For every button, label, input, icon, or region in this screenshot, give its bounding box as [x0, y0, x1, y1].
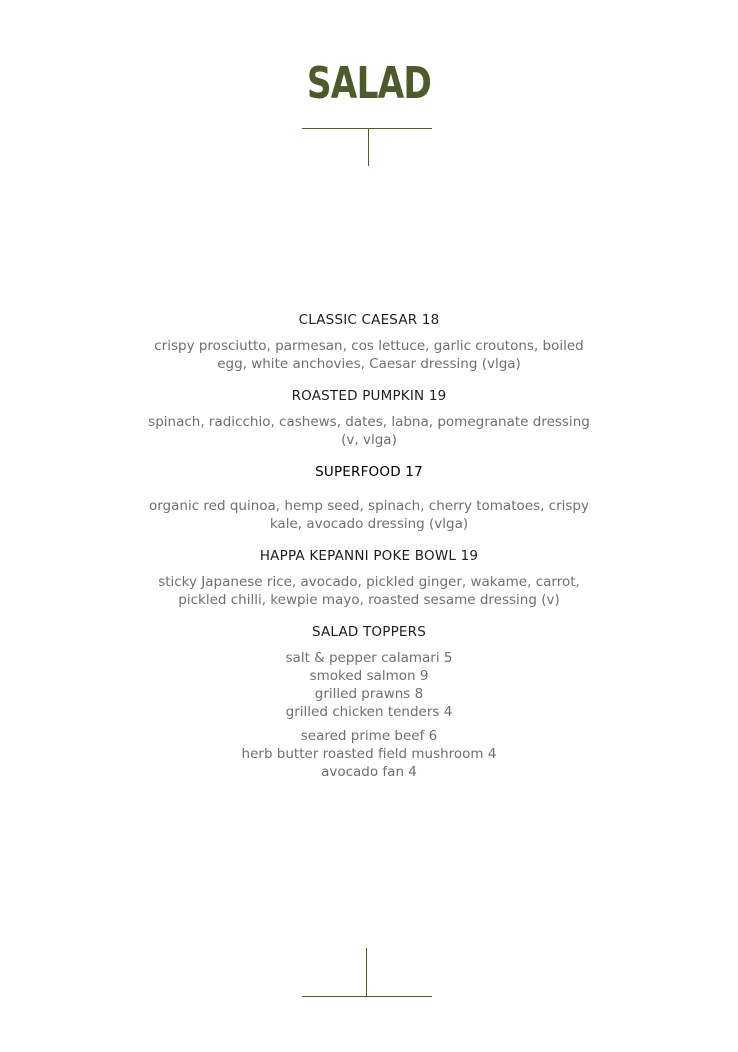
bottom-divider-vertical — [366, 948, 367, 996]
list-item: herb butter roasted field mushroom 4 — [241, 746, 497, 762]
list-item: avocado fan 4 — [321, 764, 417, 780]
toppers-title: SALAD TOPPERS — [311, 624, 427, 640]
item-name: CLASSIC CAESAR 18 — [298, 312, 440, 328]
list-item: salt & pepper calamari 5 — [285, 650, 453, 666]
item-name: HAPPA KEPANNI POKE BOWL 19 — [259, 548, 479, 564]
item-description: crispy prosciutto, parmesan, cos lettuce, garlic croutons, boiled egg, white anchovies, Caesar dressing (vlga) — [154, 338, 584, 372]
top-divider-vertical — [368, 128, 369, 166]
item-name: SUPERFOOD 17 — [315, 464, 423, 480]
item-description: sticky Japanese rice, avocado, pickled ginger, wakame, carrot, pickled chilli, kewpie mayo, roasted sesame dressing (v) — [158, 574, 580, 608]
bottom-divider-horizontal — [302, 996, 432, 997]
top-divider-horizontal — [302, 128, 432, 129]
list-item: seared prime beef 6 — [300, 728, 438, 744]
list-item: grilled chicken tenders 4 — [285, 704, 453, 720]
menu-item-superfood — [140, 463, 598, 533]
item-description: spinach, radicchio, cashews, dates, labna, pomegranate dressing (v, vlga) — [148, 414, 590, 448]
toppers-list — [140, 649, 598, 781]
item-description: organic red quinoa, hemp seed, spinach, cherry tomatoes, crispy kale, avocado dressing (vlga) — [148, 498, 589, 532]
item-name: ROASTED PUMPKIN 19 — [291, 388, 447, 404]
page-title: SALAD — [306, 58, 432, 109]
menu-list — [140, 311, 598, 781]
menu-item-poke-bowl — [140, 547, 598, 609]
menu-item-roasted-pumpkin — [140, 387, 598, 449]
menu-item-classic-caesar — [140, 311, 598, 373]
salad-toppers — [140, 623, 598, 781]
list-item: grilled prawns 8 — [314, 686, 424, 702]
list-item: smoked salmon 9 — [309, 668, 429, 684]
